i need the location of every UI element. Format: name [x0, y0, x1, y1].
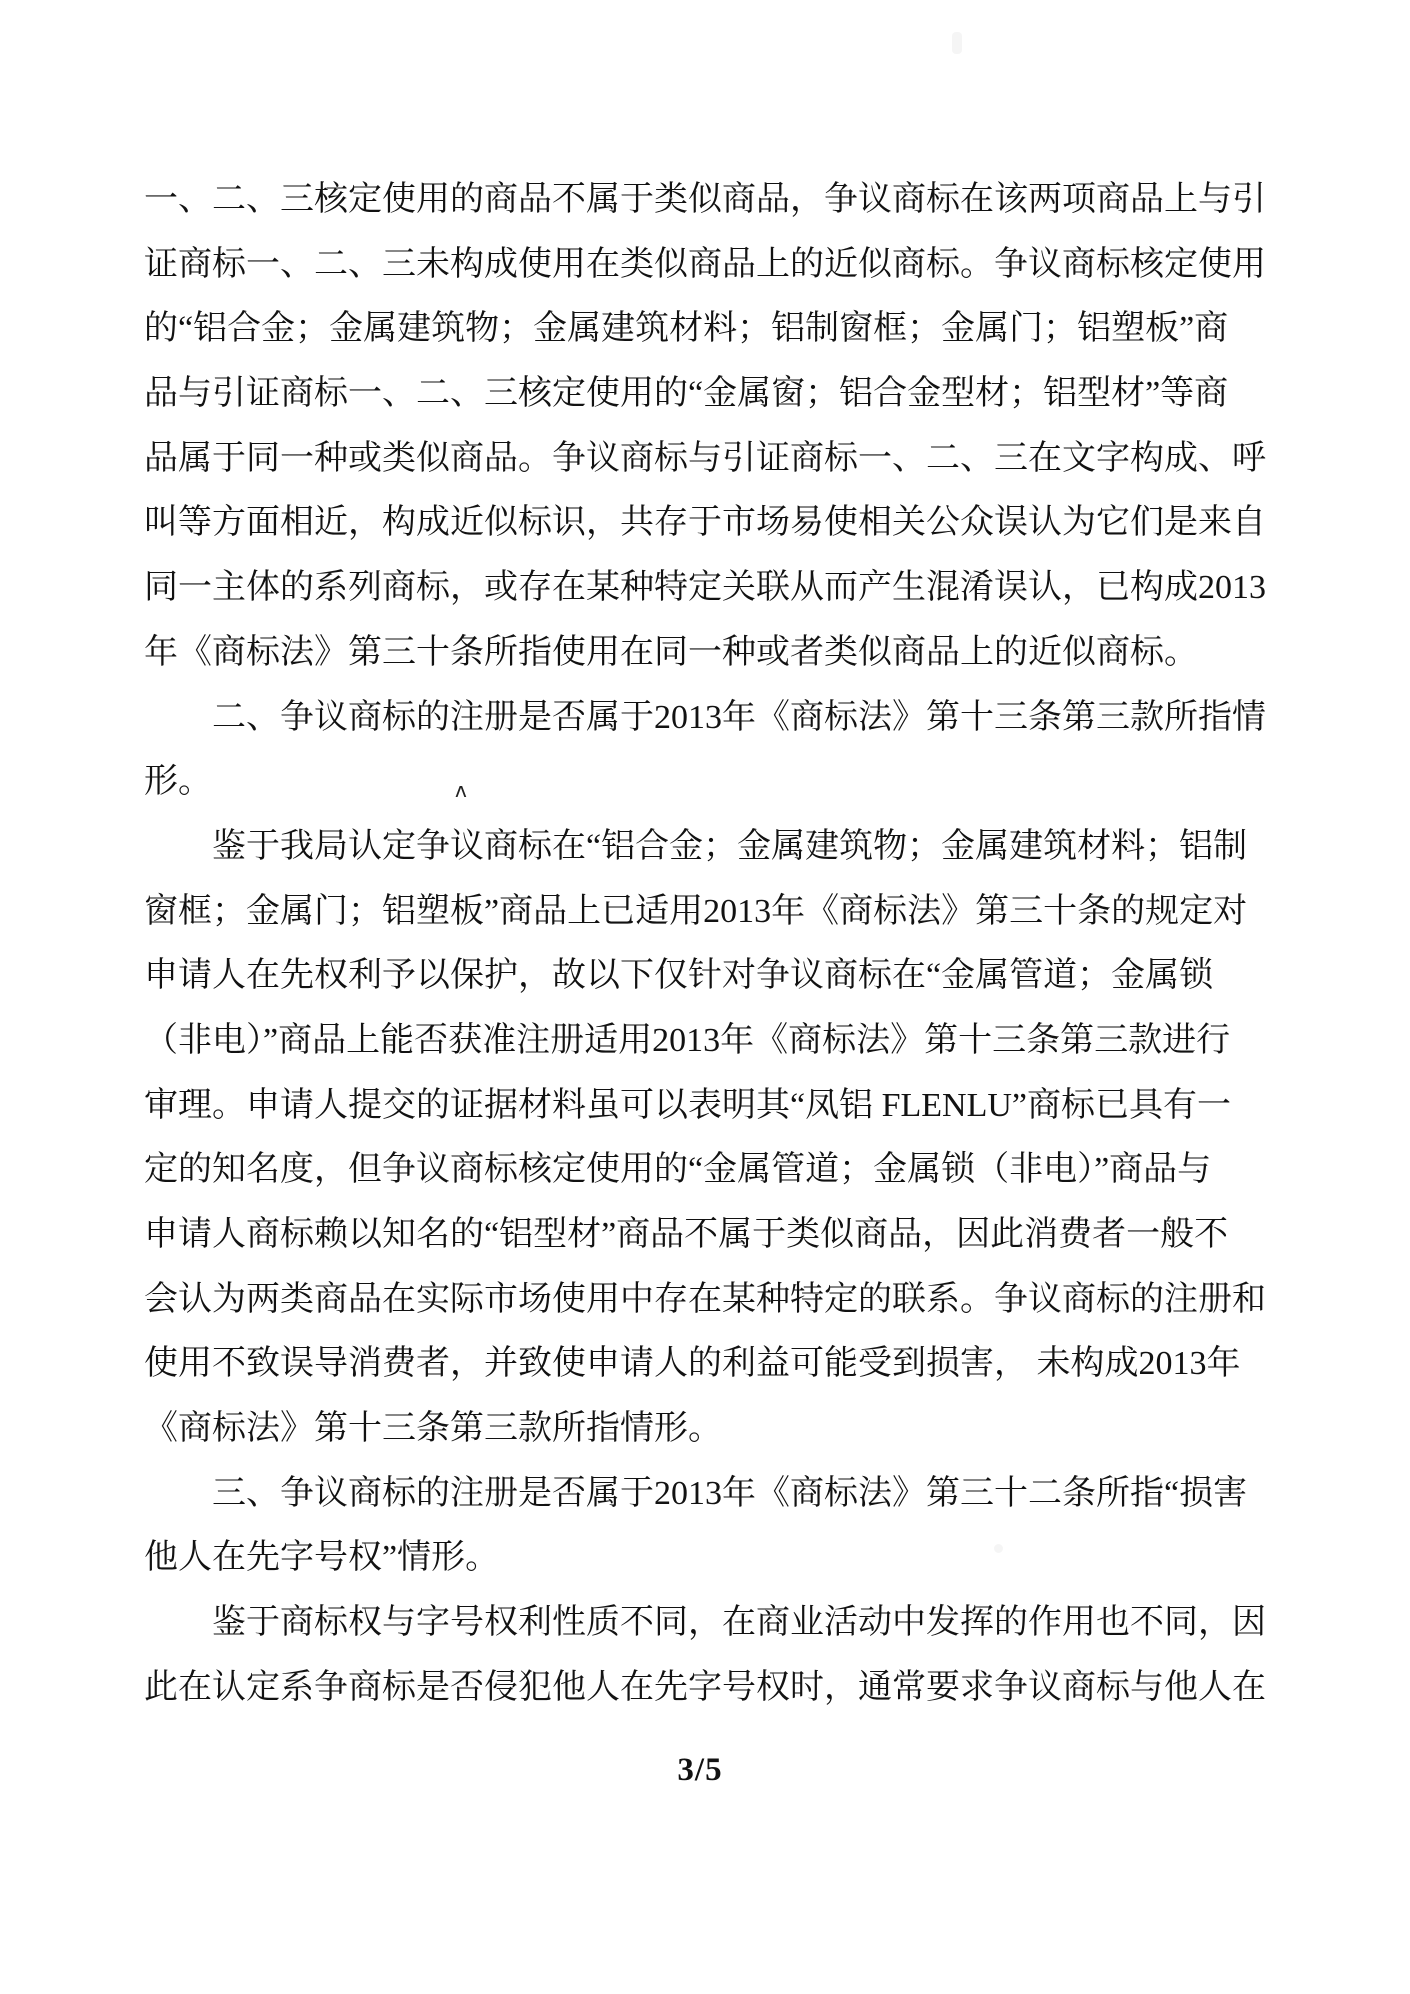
text-line: 品与引证商标一、二、三核定使用的“金属窗；铝合金型材；铝型材”等商	[144, 375, 1229, 413]
text-line: 三、争议商标的注册是否属于2013年《商标法》第三十二条所指“损害	[212, 1474, 1248, 1512]
text-line: 鉴于商标权与字号权利性质不同，在商业活动中发挥的作用也不同，因	[212, 1604, 1266, 1642]
text-line: 叫等方面相近，构成近似标识，共存于市场易使相关公众误认为它们是来自	[144, 504, 1266, 542]
text-line: 鉴于我局认定争议商标在“铝合金；金属建筑物；金属建筑材料；铝制	[212, 827, 1248, 865]
text-line: 窗框；金属门；铝塑板”商品上已适用2013年《商标法》第三十条的规定对	[144, 892, 1248, 930]
stray-ink-mark: ʌ	[455, 778, 467, 802]
text-line: 证商标一、二、三未构成使用在类似商品上的近似商标。争议商标核定使用	[144, 245, 1266, 283]
text-line: 会认为两类商品在实际市场使用中存在某种特定的联系。争议商标的注册和	[144, 1280, 1266, 1318]
text-line: 一、二、三核定使用的商品不属于类似商品，争议商标在该两项商品上与引	[144, 181, 1266, 218]
text-line: 品属于同一种或类似商品。争议商标与引证商标一、二、三在文字构成、呼	[144, 439, 1266, 477]
scan-artifact	[994, 1544, 1003, 1553]
text-line: 二、争议商标的注册是否属于2013年《商标法》第十三条第三款所指情	[212, 698, 1266, 736]
page-number: 3/5	[677, 1752, 723, 1788]
text-line: 《商标法》第十三条第三款所指情形。	[144, 1410, 722, 1448]
text-line: 使用不致误导消费者，并致使申请人的利益可能受到损害， 未构成2013年	[144, 1345, 1241, 1383]
document-text-block	[144, 168, 1284, 1721]
text-line: 申请人商标赖以知名的“铝型材”商品不属于类似商品，因此消费者一般不	[144, 1216, 1229, 1253]
scan-artifact	[952, 32, 962, 54]
text-line: 年《商标法》第三十条所指使用在同一种或者类似商品上的近似商标。	[144, 633, 1198, 671]
text-line: 他人在先字号权”情形。	[144, 1539, 500, 1577]
text-line: 申请人在先权利予以保护，故以下仅针对争议商标在“金属管道；金属锁	[144, 957, 1214, 995]
text-line: 形。	[144, 763, 212, 801]
text-line: 同一主体的系列商标，或存在某种特定关联从而产生混淆误认，已构成2013	[144, 569, 1266, 607]
text-line: 审理。申请人提交的证据材料虽可以表明其“凤铝 FLENLU”商标已具有一	[144, 1086, 1232, 1124]
text-line: （非电）”商品上能否获准注册适用2013年《商标法》第十三条第三款进行	[144, 1021, 1231, 1059]
text-line: 此在认定系争商标是否侵犯他人在先字号权时，通常要求争议商标与他人在	[144, 1668, 1266, 1706]
text-line: 的“铝合金；金属建筑物；金属建筑材料；铝制窗框；金属门；铝塑板”商	[144, 310, 1229, 348]
text-line: 定的知名度，但争议商标核定使用的“金属管道；金属锁（非电）”商品与	[144, 1151, 1212, 1189]
